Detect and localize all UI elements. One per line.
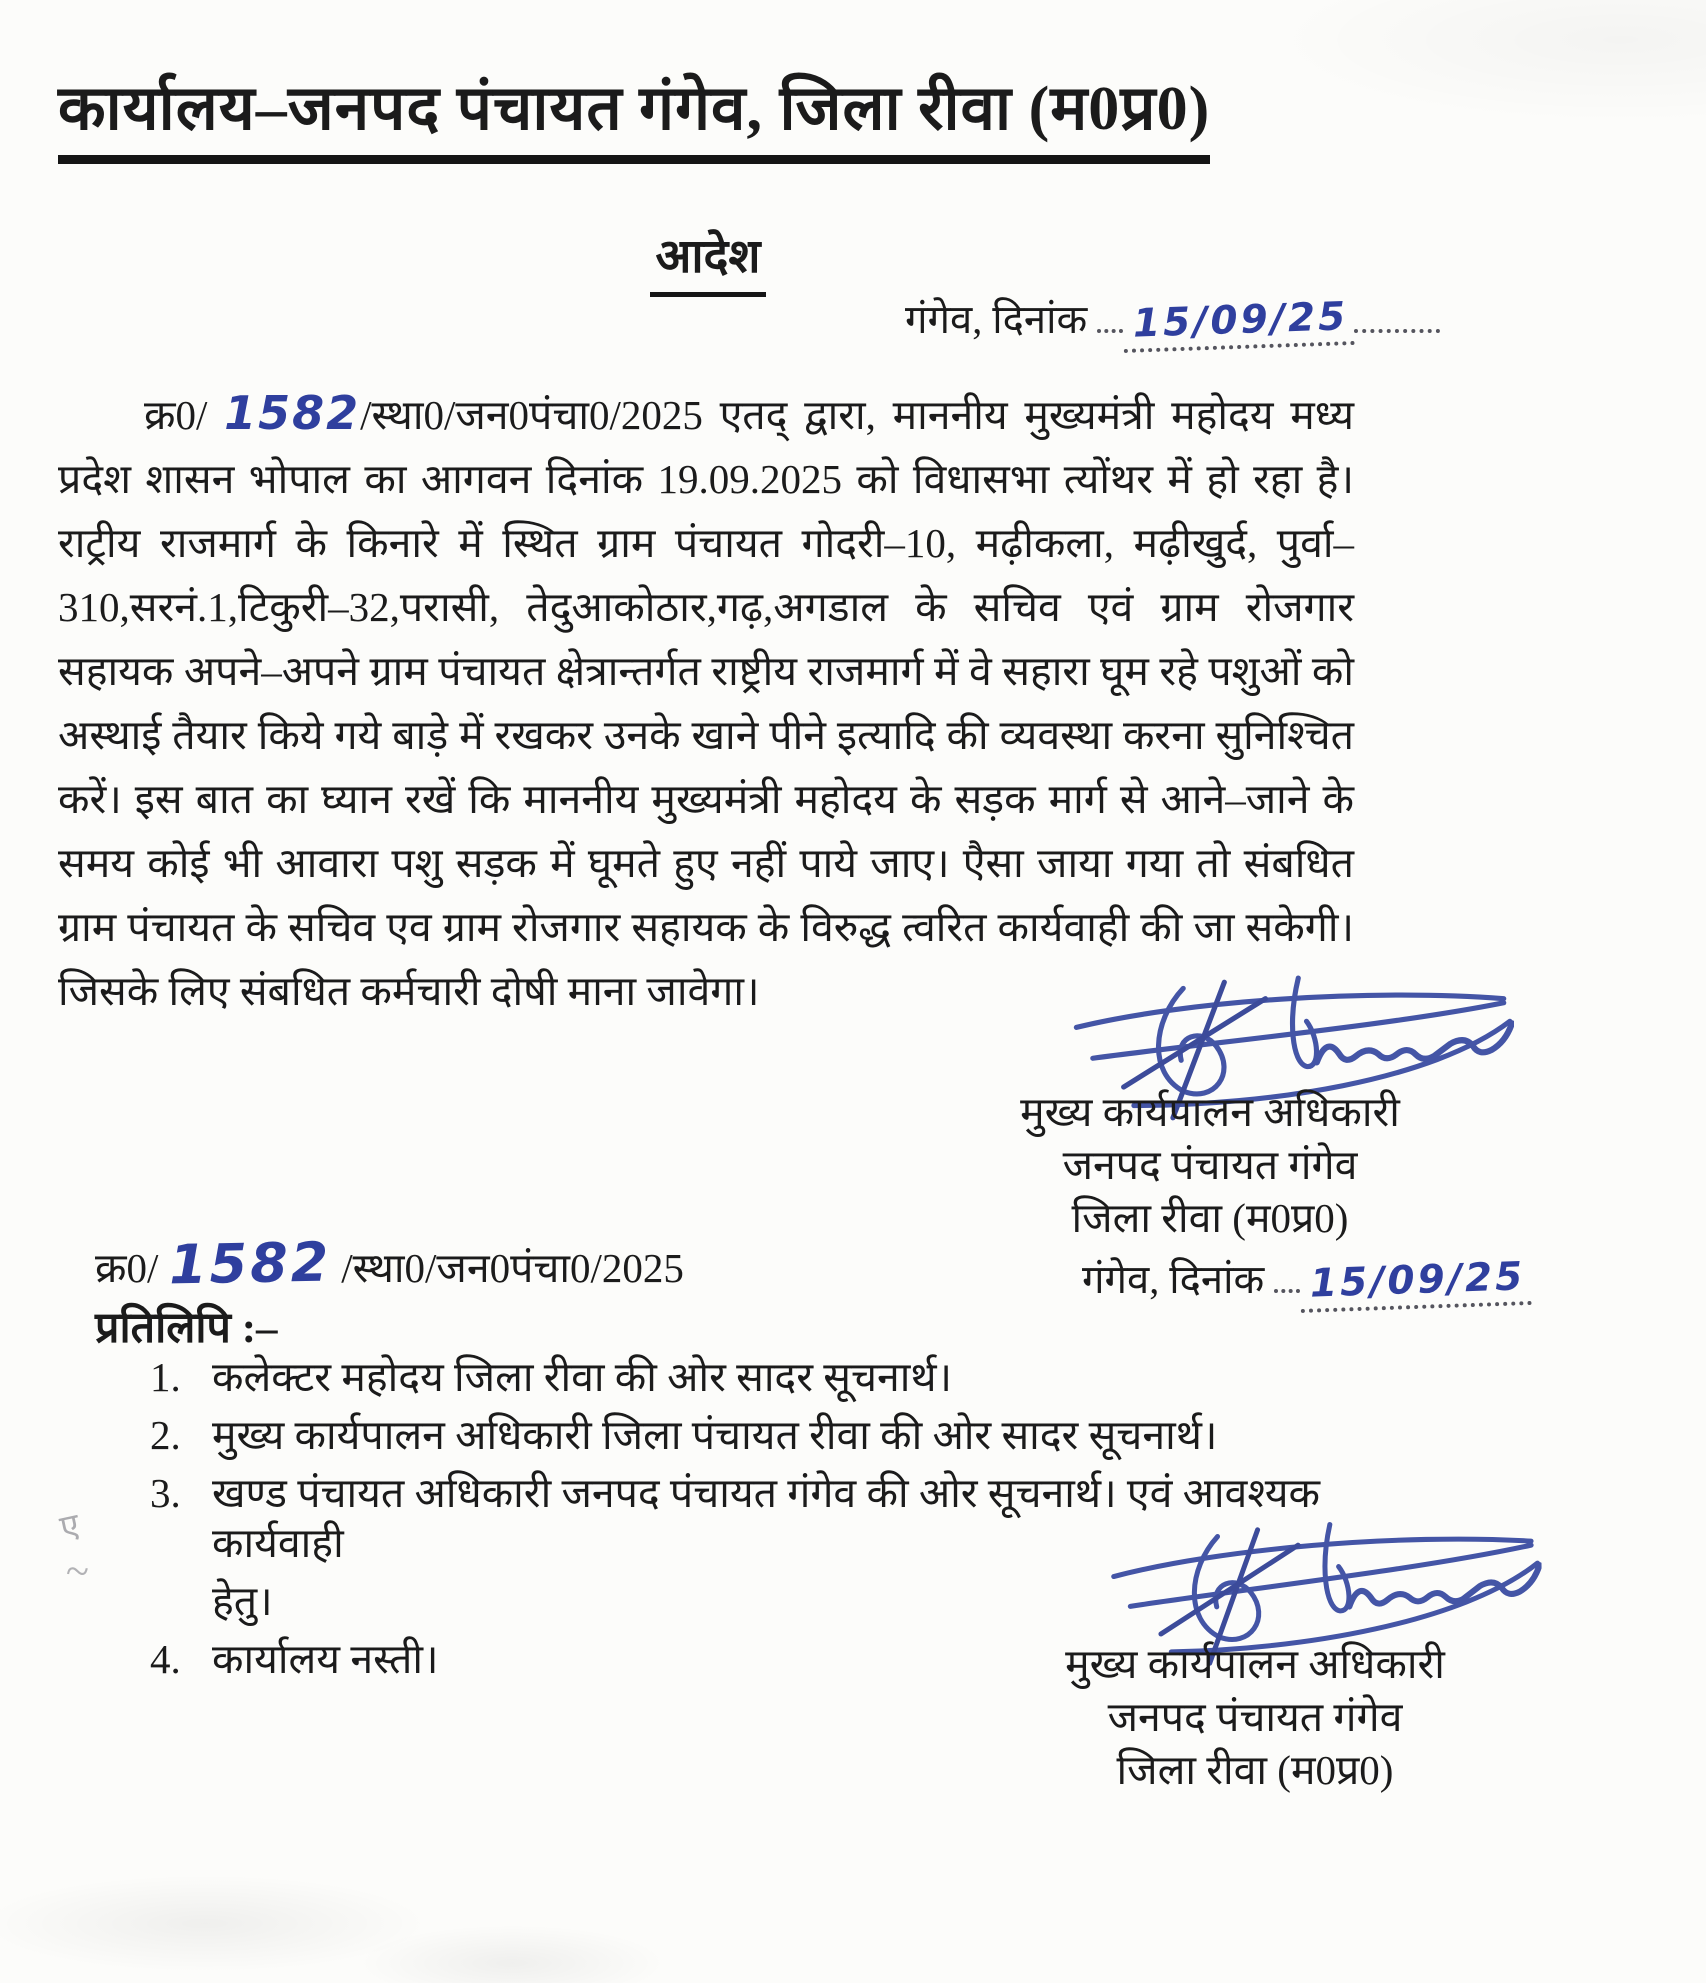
handwritten-ref-number: 1582 (224, 386, 361, 440)
order-heading-row (58, 222, 1358, 297)
office-letterhead-title: कार्यालय–जनपद पंचायत गंगेव, जिला रीवा (म0प्र0) (58, 74, 1210, 164)
signatory-office: जनपद पंचायत गंगेव (1062, 1142, 1358, 1188)
copy-item-number: 1. (150, 1354, 181, 1400)
copy-list-item (150, 1352, 1430, 1402)
dotted-line (1354, 299, 1440, 333)
place-date-label: गंगेव, दिनांक (1082, 1257, 1265, 1302)
order-body-paragraph (58, 381, 1354, 1023)
place-date-label: गंगेव, दिनांक (905, 297, 1088, 342)
signatory-block-bottom (985, 1638, 1525, 1797)
handwritten-signature-date: 15/09/25 (1299, 1254, 1532, 1313)
copy-ref-number-line (95, 1232, 684, 1295)
issue-dateline (905, 290, 1375, 349)
copy-item-text: कार्यालय नस्ती। (212, 1636, 439, 1682)
copy-ref-prefix: क्र0/ (95, 1245, 169, 1291)
signatory-designation: मुख्य कार्यपालन अधिकारी (1020, 1089, 1400, 1135)
handwritten-copy-ref-number: 1582 (168, 1230, 332, 1297)
stray-pen-mark: ए (56, 1507, 83, 1548)
copy-list-item (150, 1410, 1430, 1460)
signatory-district: जिला रीवा (म0प्र0) (1116, 1747, 1394, 1793)
copy-item-number: 2. (150, 1412, 181, 1458)
order-body-text: एतद् द्वारा, माननीय मुख्यमंत्री महोदय मध्य प्रदेश शासन भोपाल का आगवन दिनांक 19.09.2025 को विधासभा त्योंथर में हो रहा है। राट्रीय राजमार्ग के किनारे में स्थित ग्राम पंचायत गोदरी–10, मढ़ीकला, मढ़ीखुर्द, पुर्वा–310,सरनं.1,टिकुरी–32,परासी, तेदुआकोठार,गढ़,अगडाल के सचिव एवं ग्राम रोजगार सहायक अपने–अपने ग्राम पंचायत क्षेत्रान्तर्गत राष्ट्रीय राजमार्ग में वे सहारा घूम रहे पशुओं को अस्थाई तैयार किये गये बाड़े में रखकर उनके खाने पीने इत्यादि की व्यवस्था करना सुनिश्चित करें। इस बात का घ्यान रखें कि माननीय मुख्यमंत्री महोदय के सड़क मार्ग से आने–जाने के समय कोई भी आवारा पशु सड़क में घूमते हुए नहीं पाये जाए। एैसा जाया गया तो संबधित ग्राम पंचायत के सचिव एव ग्राम रोजगार सहायक के विरुद्ध त्वरित कार्यवाही की जा सकेगी। जिसके लिए संबधित कर्मचारी दोषी माना जावेगा। (58, 392, 1354, 1014)
copy-item-text: मुख्य कार्यपालन अधिकारी जिला पंचायत रीवा की ओर सादर सूचनार्थ। (212, 1412, 1218, 1458)
copy-item-text: हेतु। (212, 1578, 273, 1624)
signatory-district: जिला रीवा (म0प्र0) (1071, 1195, 1349, 1241)
signatory-office: जनपद पंचायत गंगेव (1107, 1694, 1403, 1740)
signature-dateline (1082, 1250, 1531, 1309)
copy-item-text: खण्ड पंचायत अधिकारी जनपद पंचायत गंगेव की ओर सूचनार्थ। एवं आवश्यक कार्यवाही (212, 1470, 1321, 1566)
order-heading: आदेश (650, 222, 767, 297)
signatory-designation: मुख्य कार्यपालन अधिकारी (1065, 1641, 1445, 1687)
signatory-block-top (940, 1086, 1480, 1245)
ref-number-suffix: /स्था0/जन0पंचा0/2025 (360, 392, 703, 438)
dotted-line (1274, 1259, 1300, 1293)
ref-number-prefix: क्र0/ (144, 392, 225, 438)
copy-item-number (150, 1576, 196, 1626)
copy-item-number: 3. (150, 1470, 181, 1516)
dotted-line (1097, 299, 1123, 333)
copy-item-number: 4. (150, 1636, 181, 1682)
stray-pen-mark: ~ (64, 1548, 91, 1596)
handwritten-issue-date: 15/09/25 (1122, 294, 1355, 353)
copy-ref-suffix: /स्था0/जन0पंचा0/2025 (330, 1245, 684, 1291)
copies-heading: प्रतिलिपि :– (95, 1305, 278, 1352)
copy-item-text: कलेक्टर महोदय जिला रीवा की ओर सादर सूचनार्थ। (212, 1354, 953, 1400)
